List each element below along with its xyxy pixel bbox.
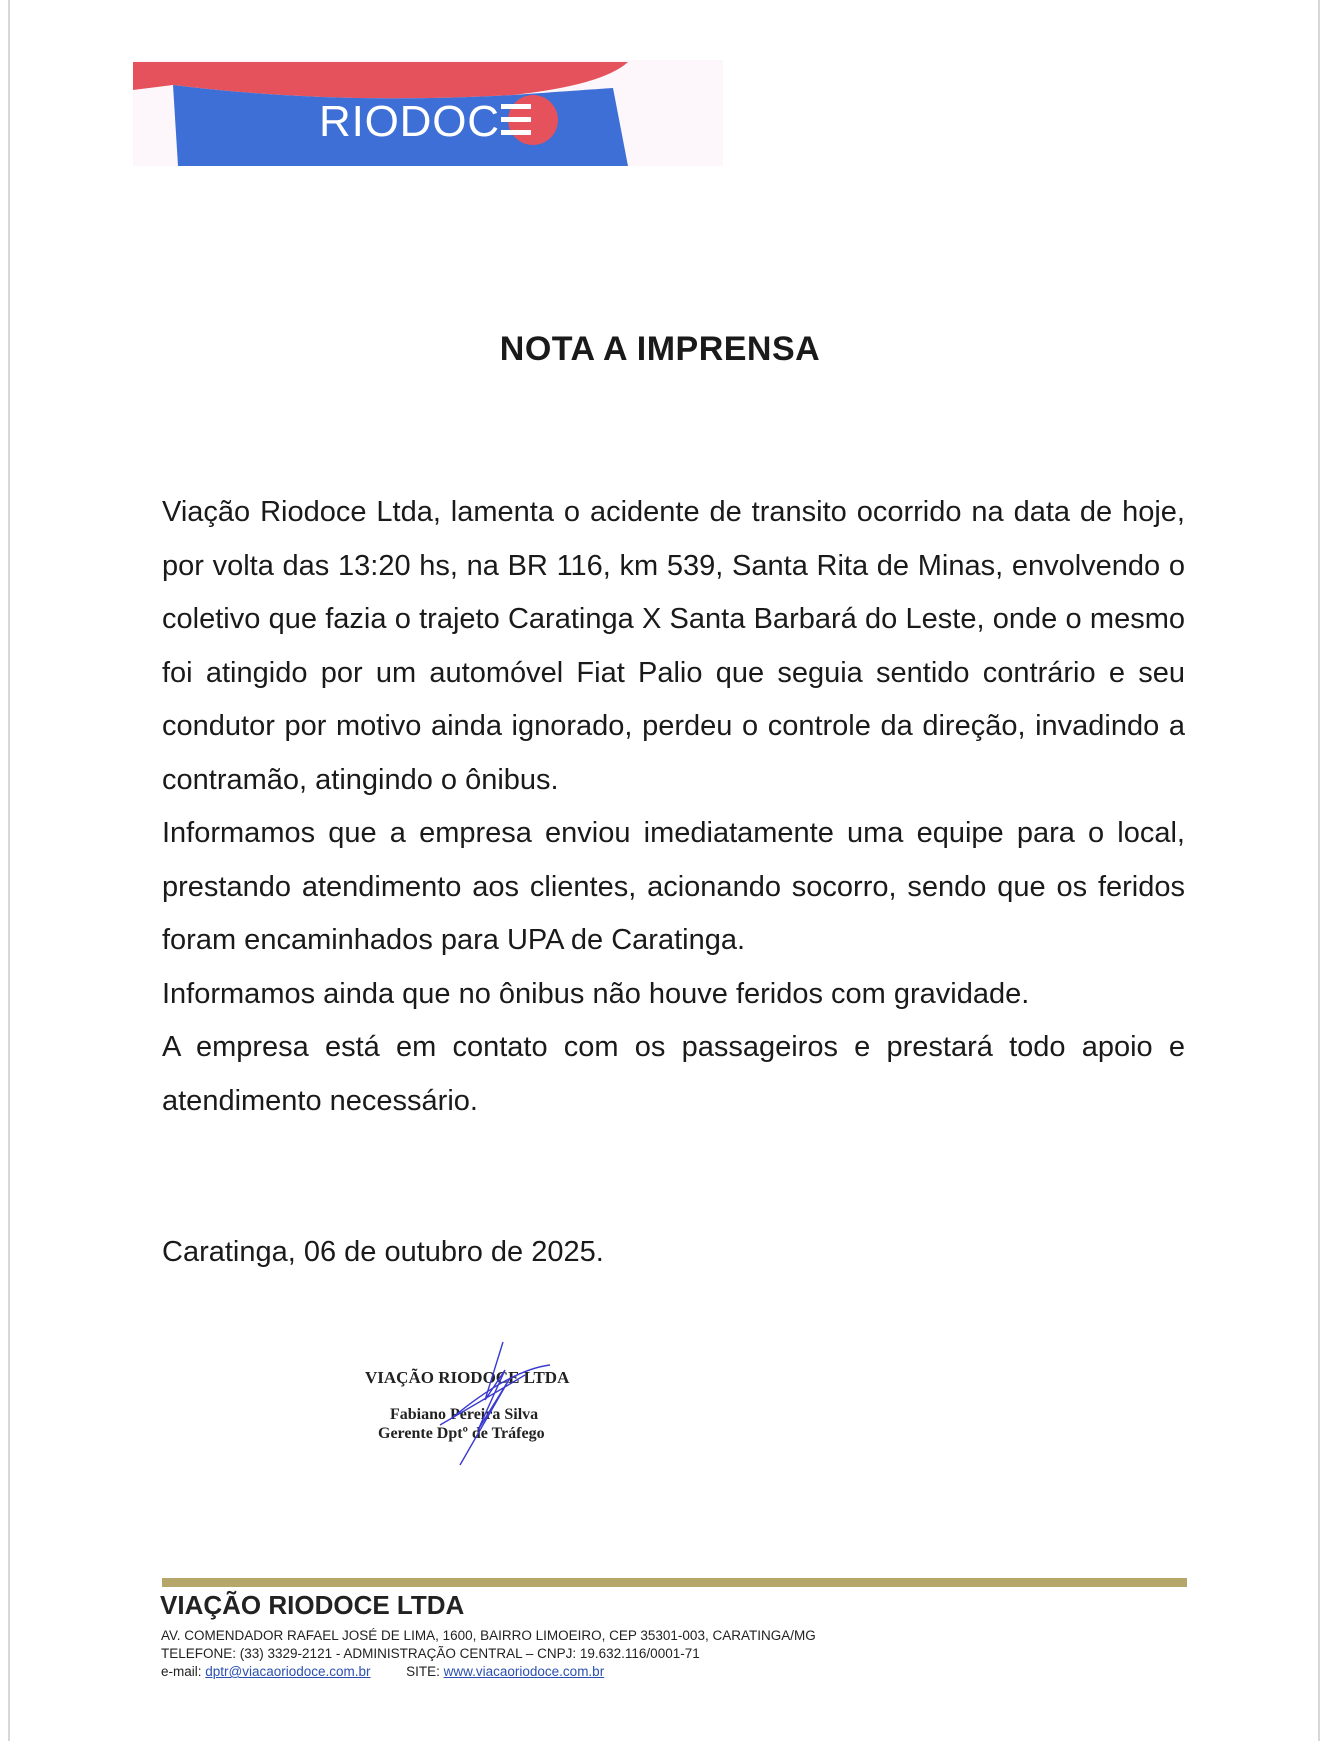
footer-divider (162, 1578, 1187, 1587)
footer-address: AV. COMENDADOR RAFAEL JOSÉ DE LIMA, 1600, BAIRRO LIMOEIRO, CEP 35301-003, CARATINGA/MG (161, 1628, 816, 1643)
site-label: SITE: (406, 1664, 440, 1679)
footer-contact (161, 1664, 604, 1679)
signature (360, 1330, 610, 1480)
email-label: e-mail: (161, 1664, 202, 1679)
page-title: NOTA A IMPRENSA (499, 330, 821, 368)
stamp-name: Fabiano Pereira Silva (390, 1406, 539, 1423)
stamp-company: VIAÇÃO RIODOCE LTDA (365, 1368, 570, 1387)
site-link[interactable]: www.viacaoriodoce.com.br (443, 1664, 605, 1679)
paragraph: Viação Riodoce Ltda, lamenta o acidente de transito ocorrido na data de hoje, por volta das 13:20 hs, na BR 116, km 539, Santa Rita de Minas, envolvendo o coletivo que fazia o trajeto Caratinga X Santa Barbará do Leste, onde o mesmo foi atingido por um automóvel Fiat Palio que seguia sentido contrário e seu condutor por motivo ainda ignorado, perdeu o controle da direção, invadindo a contramão, atingindo o ônibus. (162, 496, 1185, 796)
svg-text:RIODOC: RIODOC (319, 97, 499, 146)
page-edge-left (8, 0, 10, 1741)
date-line: Caratinga, 06 de outubro de 2025. (162, 1236, 604, 1268)
paragraph: A empresa está em contato com os passageiros e prestará todo apoio e atendimento necessário. (162, 1031, 1185, 1117)
email-link[interactable]: dptr@viacaoriodoce.com.br (205, 1664, 371, 1679)
footer-phone: TELEFONE: (33) 3329-2121 - ADMINISTRAÇÃO CENTRAL – CNPJ: 19.632.116/0001-71 (161, 1646, 700, 1661)
riodoce-logo (133, 60, 723, 166)
paragraph: Informamos ainda que no ônibus não houve feridos com gravidade. (162, 977, 1030, 1010)
paragraph: Informamos que a empresa enviou imediatamente uma equipe para o local, prestando atendimento aos clientes, acionando socorro, sendo que os feridos foram encaminhados para UPA de Caratinga. (162, 817, 1185, 956)
press-note-body (162, 486, 1185, 1128)
footer-company: VIAÇÃO RIODOCE LTDA (160, 1590, 465, 1620)
stamp-role: Gerente Dptº de Tráfego (378, 1425, 545, 1442)
